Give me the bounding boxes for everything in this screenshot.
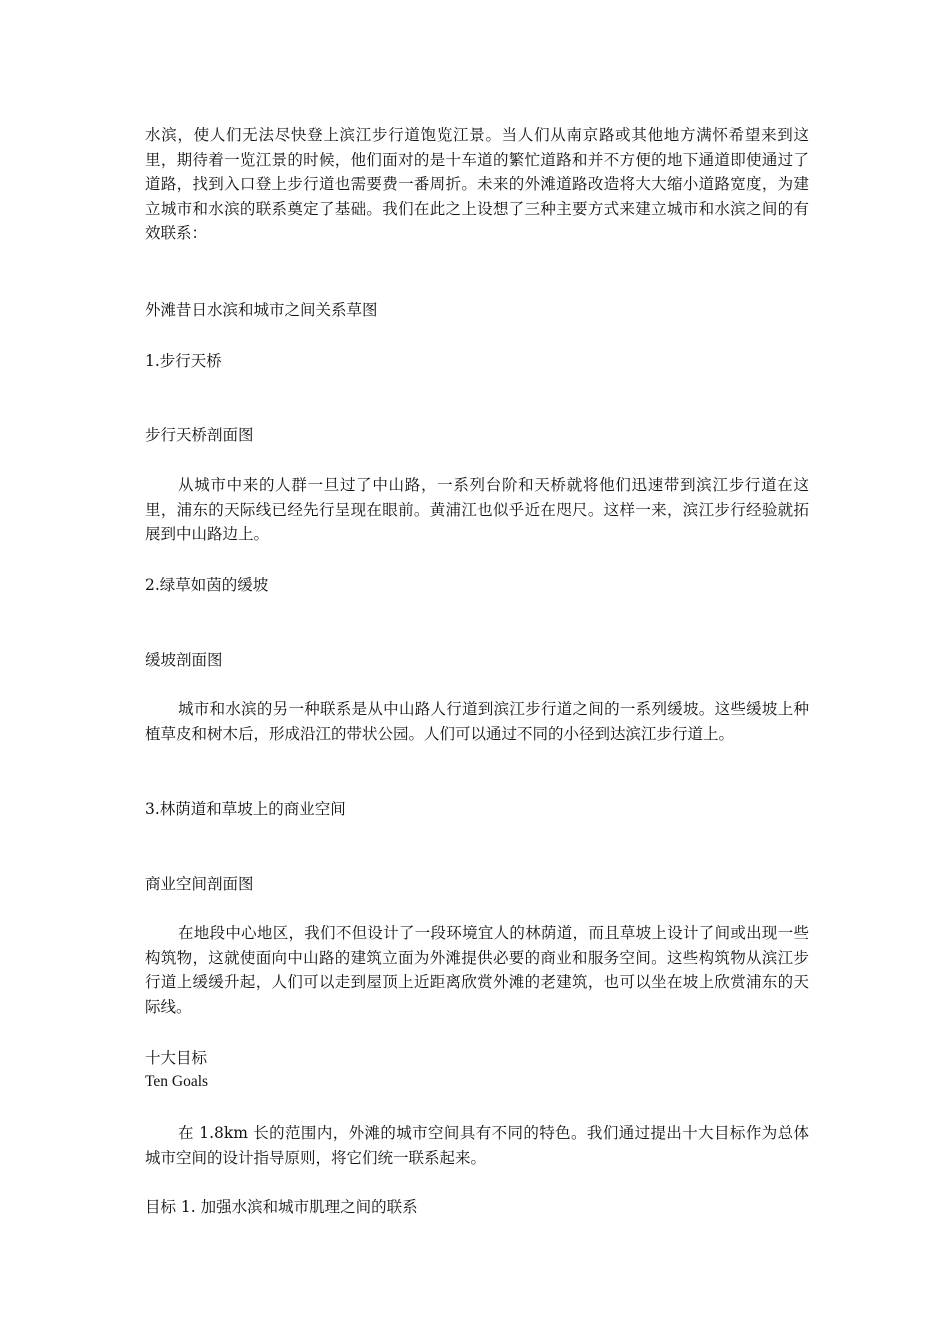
section-2-heading: 2.绿草如茵的缓坡 xyxy=(145,576,269,594)
section-3-figure-caption: 商业空间剖面图 xyxy=(145,875,254,893)
section-1-heading: 1.步行天桥 xyxy=(145,352,222,370)
section-2-body: 城市和水滨的另一种联系是从中山路人行道到滨江步行道之间的一系列缓坡。这些缓坡上种植草皮和树木后，形成沿江的带状公园。人们可以通过不同的小径到达滨江步行道上。 xyxy=(145,700,809,743)
goal-1: 目标 1. 加强水滨和城市肌理之间的联系 xyxy=(145,1198,418,1216)
intro-paragraph: 水滨，使人们无法尽快登上滨江步行道饱览江景。当人们从南京路或其他地方满怀希望来到这里，期待着一览江景的时候，他们面对的是十车道的繁忙道路和并不方便的地下通道即使通过了道路，找到入口登上步行道也需要费一番周折。未来的外滩道路改造将大大缩小道路宽度，为建立城市和水滨的联系奠定了基础。我们在此之上设想了三种主要方式来建立城市和水滨之间的有效联系： xyxy=(145,126,809,243)
section-3-body: 在地段中心地区，我们不但设计了一段环境宜人的林荫道，而且草坡上设计了间或出现一些构筑物，这就使面向中山路的建筑立面为外滩提供必要的商业和服务空间。这些构筑物从滨江步行道上缓缓升起，人们可以走到屋顶上近距离欣赏外滩的老建筑，也可以坐在坡上欣赏浦东的天际线。 xyxy=(145,924,809,1016)
goals-intro: 在 1.8km 长的范围内，外滩的城市空间具有不同的特色。我们通过提出十大目标作为总体城市空间的设计指导原则，将它们统一联系起来。 xyxy=(145,1124,809,1167)
section-3-heading: 3.林荫道和草坡上的商业空间 xyxy=(145,800,346,818)
sketch-caption: 外滩昔日水滨和城市之间关系草图 xyxy=(145,301,378,319)
section-2-figure-caption: 缓坡剖面图 xyxy=(145,651,223,669)
goals-title-zh: 十大目标 xyxy=(145,1049,208,1067)
section-1-body: 从城市中来的人群一旦过了中山路，一系列台阶和天桥就将他们迅速带到滨江步行道在这里，浦东的天际线已经先行呈现在眼前。黄浦江也似乎近在咫尺。这样一来，滨江步行经验就拓展到中山路边上。 xyxy=(145,476,809,544)
goals-title-en: Ten Goals xyxy=(145,1073,209,1090)
section-1-figure-caption: 步行天桥剖面图 xyxy=(145,426,254,444)
